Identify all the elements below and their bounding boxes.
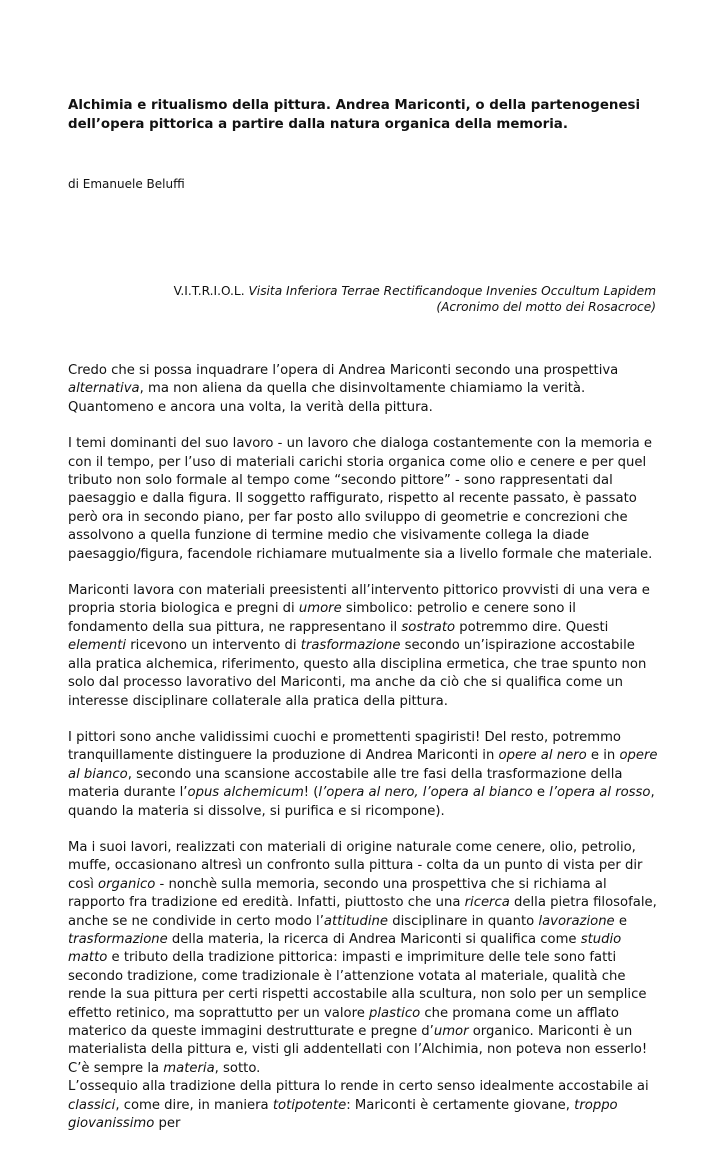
italic-text: umor	[433, 1024, 469, 1039]
text-run: simbolico: petrolio e cenere sono il fondamento della sua pittura, ne rappresentano il	[68, 601, 576, 635]
text-run: e	[614, 913, 627, 929]
italic-text: opere al nero	[498, 748, 587, 764]
motto-note-line	[174, 299, 656, 315]
text-run: L’ossequio alla tradizione della pittura lo rende in certo senso idealmente accostabile ai	[68, 1079, 649, 1095]
motto-latin: Visita Inferiora Terrae Rectificandoque Invenies Occultum Lapidem	[248, 284, 656, 298]
paragraph-1	[68, 362, 658, 417]
text-run: , secondo una scansione accostabile alle tre fasi della trasformazione della materia durante l’	[68, 766, 623, 801]
paragraph-6	[68, 1078, 658, 1133]
italic-text: lavorazione	[538, 913, 615, 929]
italic-text: attitudine	[323, 913, 389, 929]
italic-text: materia	[163, 1060, 215, 1076]
article-body	[68, 362, 658, 1151]
italic-text: plastico	[369, 1005, 421, 1021]
text-run: disciplinare in quanto	[388, 913, 539, 929]
text-run: che promana come un afflato materico da queste immagini destrutturate e pregne d’	[68, 1005, 619, 1039]
text-run: , come dire, in maniera	[115, 1097, 273, 1113]
motto-line	[174, 283, 656, 299]
italic-text: l’opera al nero, l’opera al bianco	[318, 785, 533, 801]
paragraph-3	[68, 582, 658, 711]
italic-text: sostrato	[401, 619, 456, 635]
motto-note: (Acronimo del motto dei Rosacroce)	[436, 300, 656, 314]
text-run: e	[532, 785, 550, 801]
text-run: : Mariconti è certamente giovane,	[346, 1097, 575, 1113]
text-run: della pietra filosofale, anche se ne condivide in certo modo l’	[68, 895, 657, 929]
text-run: , ma non aliena da quella che disinvoltamente chiamiamo la verità. Quantomeno e ancora una volta, la verità della pittura.	[68, 381, 586, 415]
article-title: Alchimia e ritualismo della pittura. Andrea Mariconti, o della partenogenesi dell’opera pittorica a partire dalla natura organica della memoria.	[68, 98, 641, 132]
italic-text: trasformazione	[300, 638, 401, 654]
paragraph-5	[68, 839, 658, 1078]
text-run: per	[154, 1116, 181, 1132]
motto-acronym: V.I.T.R.I.O.L.	[173, 284, 245, 298]
paragraph-2	[68, 435, 658, 564]
text-run: ! (	[303, 785, 319, 801]
motto-block	[174, 283, 656, 315]
text-run: Ma i suoi lavori, realizzati con materiali di origine naturale come cenere, olio, petrolio, muffe, occasionano altresì un confronto sulla pittura - colta da un punto di vista per dir così	[68, 839, 643, 892]
italic-text: alternativa	[68, 381, 140, 397]
text-run: Mariconti lavora con materiali preesistenti all’intervento pittorico provvisti di una vera e propria storia biologica e pregni di	[68, 583, 650, 617]
italic-text: classici	[68, 1097, 116, 1113]
text-run: Credo che si possa inquadrare l’opera di Andrea Mariconti secondo una prospettiva	[68, 363, 619, 378]
italic-text: opere al bianco	[68, 748, 658, 782]
text-run: secondo un’ispirazione accostabile alla pratica alchemica, riferimento, questo alla disciplina ermetica, che trae spunto non solo dal processo lavorativo del Mariconti, ma anche da ciò che si qualifica come un interesse disciplinare collaterale alla pratica della pittura.	[68, 638, 647, 709]
paragraph-4	[68, 729, 658, 821]
text-run: - nonchè sulla memoria, secondo una prospettiva che si richiama al rapporto fra tradizione ed eredità. Infatti, piuttosto che una	[68, 876, 607, 911]
italic-text: umore	[298, 601, 342, 617]
italic-text: l’opera al rosso	[549, 785, 651, 801]
italic-text: elementi	[68, 638, 127, 654]
text-run: , sotto.	[214, 1060, 261, 1076]
italic-text: totipotente	[272, 1097, 347, 1113]
text-run: ricevono un intervento di	[126, 638, 301, 654]
text-run: della materia, la ricerca di Andrea Mariconti si qualifica come	[167, 931, 581, 947]
italic-text: organico	[98, 876, 156, 892]
article-author: di Emanuele Beluffi	[68, 177, 185, 191]
italic-text: studio matto	[68, 931, 622, 966]
italic-text: ricerca	[464, 895, 510, 911]
text-run: I pittori sono anche validissimi cuochi e promettenti spagiristi! Del resto, potremmo tranquillamente distinguere la produzione di Andrea Mariconti in	[68, 729, 621, 764]
italic-text: troppo giovanissimo	[68, 1097, 618, 1132]
italic-text: opus alchemicum	[187, 785, 304, 801]
italic-text: trasformazione	[68, 931, 168, 947]
text-run: I temi dominanti del suo lavoro - un lavoro che dialoga costantemente con la memoria e con il tempo, per l’uso di materiali carichi storia organica come olio e cenere e per quel tributo non solo formale al tempo come “secondo pittore” - sono rappresentati dal paesaggio e dalla figura. Il soggetto raffigurato, rispetto al recente passato, è passato però ora in secondo piano, per far posto allo sviluppo di geometrie e concrezioni che assolvono a quella funzione di termine medio che visivamente collega la diade paesaggio/figura, facendole richiamare mutualmente sia a livello formale che materiale.	[68, 436, 653, 562]
text-run: , quando la materia si dissolve, si purifica e si ricompone).	[68, 785, 655, 819]
text-run: e in	[586, 748, 620, 764]
text-run: organico. Mariconti è un materialista della pittura e, visti gli addentellati con l’Alchimia, non poteva non esserlo! C’è sempre la	[68, 1024, 648, 1076]
text-run: e tributo della tradizione pittorica: impasti e imprimiture delle tele sono fatti secondo tradizione, come tradizionale è l’attenzione votata al materiale, qualità che rende la sua pittura per certi rispetti accostabile alla scultura, non solo per un semplice effetto retinico, ma soprattutto per un valore	[68, 950, 647, 1021]
text-run: potremmo dire. Questi	[455, 619, 609, 635]
